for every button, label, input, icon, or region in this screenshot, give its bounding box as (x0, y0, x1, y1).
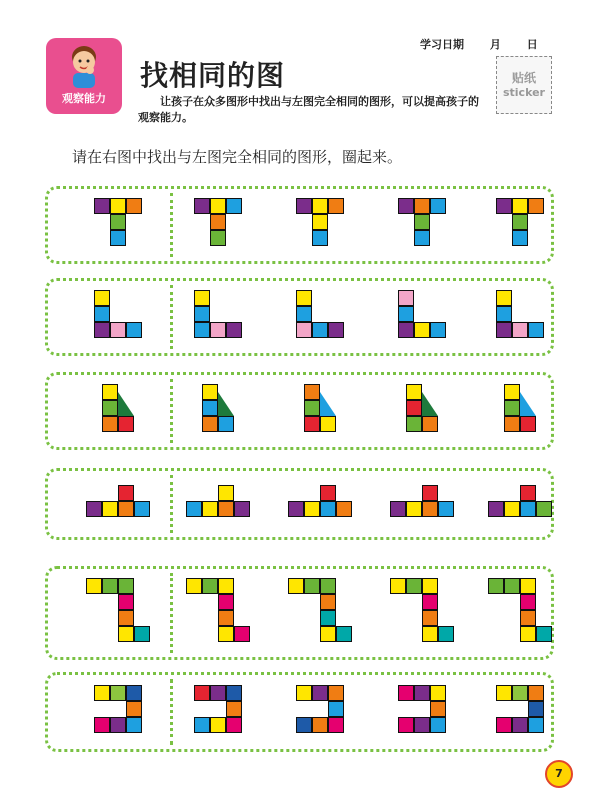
color-block (126, 685, 142, 701)
color-block (390, 501, 406, 517)
candidate-figure[interactable] (288, 485, 352, 517)
instruction: 请在右图中找出与左图完全相同的图形，圈起来。 (72, 148, 403, 166)
color-block (94, 717, 110, 733)
color-block (504, 384, 520, 400)
color-block (186, 578, 202, 594)
candidate-figure[interactable] (288, 578, 352, 642)
color-block (288, 578, 304, 594)
color-block (194, 198, 210, 214)
color-block (422, 594, 438, 610)
color-block (430, 685, 446, 701)
color-block (202, 416, 218, 432)
reference-figure (86, 578, 150, 642)
color-block (488, 501, 504, 517)
color-block (304, 384, 320, 400)
color-block (320, 501, 336, 517)
color-block (102, 416, 118, 432)
candidate-figure[interactable] (296, 198, 344, 246)
color-block (94, 306, 110, 322)
color-block (520, 416, 536, 432)
color-block (520, 392, 536, 416)
color-block (398, 306, 414, 322)
color-block (102, 384, 118, 400)
color-block (504, 501, 520, 517)
row-divider (170, 379, 173, 443)
reference-figure (86, 485, 150, 517)
color-block (94, 322, 110, 338)
color-block (414, 198, 430, 214)
color-block (414, 685, 430, 701)
color-block (406, 578, 422, 594)
puzzle-row (45, 566, 554, 660)
color-block (126, 701, 142, 717)
sticker-label-cn: 贴纸 (511, 71, 536, 85)
color-block (512, 230, 528, 246)
color-block (118, 610, 134, 626)
color-block (512, 198, 528, 214)
color-block (218, 501, 234, 517)
color-block (320, 626, 336, 642)
color-block (422, 610, 438, 626)
color-block (414, 230, 430, 246)
row-divider (170, 193, 173, 257)
color-block (328, 198, 344, 214)
color-block (304, 400, 320, 416)
color-block (406, 416, 422, 432)
color-block (528, 701, 544, 717)
color-block (110, 322, 126, 338)
color-block (210, 230, 226, 246)
reference-figure (102, 384, 134, 432)
color-block (118, 626, 134, 642)
puzzle-row (45, 186, 554, 264)
candidate-figure[interactable] (202, 384, 234, 432)
row-divider (170, 573, 173, 653)
candidate-figure[interactable] (488, 485, 552, 517)
color-block (520, 610, 536, 626)
color-block (110, 198, 126, 214)
puzzle-row (45, 372, 554, 450)
color-block (336, 626, 352, 642)
color-block (126, 717, 142, 733)
color-block (94, 290, 110, 306)
color-block (320, 485, 336, 501)
color-block (312, 685, 328, 701)
candidate-figure[interactable] (296, 290, 344, 338)
color-block (202, 400, 218, 416)
color-block (218, 594, 234, 610)
candidate-figure[interactable] (194, 290, 242, 338)
color-block (304, 416, 320, 432)
color-block (406, 501, 422, 517)
color-block (422, 501, 438, 517)
color-block (422, 485, 438, 501)
color-block (134, 626, 150, 642)
candidate-figure[interactable] (496, 685, 544, 733)
color-block (520, 501, 536, 517)
page-number: 7 (545, 760, 573, 788)
description: 让孩子在众多图形中找出与左图完全相同的图形，可以提高孩子的观察能力。 (138, 95, 479, 124)
sticker-label-en: sticker (502, 86, 545, 99)
candidate-figure[interactable] (504, 384, 536, 432)
color-block (406, 384, 422, 400)
color-block (312, 322, 328, 338)
color-block (320, 416, 336, 432)
color-block (414, 717, 430, 733)
color-block (504, 578, 520, 594)
study-date-label: 学习日期 (420, 38, 464, 51)
color-block (226, 198, 242, 214)
color-block (430, 198, 446, 214)
color-block (126, 322, 142, 338)
sticker-slot (496, 56, 552, 114)
color-block (210, 685, 226, 701)
color-block (504, 400, 520, 416)
color-block (118, 501, 134, 517)
color-block (414, 322, 430, 338)
month-label: 月 (489, 38, 501, 51)
color-block (218, 626, 234, 642)
color-block (194, 290, 210, 306)
color-block (520, 594, 536, 610)
color-block (422, 578, 438, 594)
color-block (438, 626, 454, 642)
color-block (186, 501, 202, 517)
color-block (414, 214, 430, 230)
color-block (194, 717, 210, 733)
color-block (210, 198, 226, 214)
color-block (210, 322, 226, 338)
color-block (218, 610, 234, 626)
color-block (438, 501, 454, 517)
color-block (430, 322, 446, 338)
color-block (520, 626, 536, 642)
color-block (118, 485, 134, 501)
color-block (202, 501, 218, 517)
color-block (512, 685, 528, 701)
candidate-figure[interactable] (488, 578, 552, 642)
color-block (312, 214, 328, 230)
color-block (496, 717, 512, 733)
color-block (304, 501, 320, 517)
row-divider (170, 475, 173, 533)
color-block (86, 501, 102, 517)
color-block (328, 685, 344, 701)
color-block (296, 685, 312, 701)
color-block (536, 501, 552, 517)
candidate-figure[interactable] (496, 198, 544, 246)
candidate-figure[interactable] (194, 685, 242, 733)
color-block (234, 626, 250, 642)
color-block (218, 485, 234, 501)
color-block (288, 501, 304, 517)
color-block (536, 626, 552, 642)
color-block (398, 290, 414, 306)
candidate-figure[interactable] (406, 384, 438, 432)
color-block (202, 578, 218, 594)
color-block (488, 578, 504, 594)
color-block (504, 416, 520, 432)
color-block (320, 578, 336, 594)
color-block (210, 717, 226, 733)
color-block (320, 610, 336, 626)
candidate-figure[interactable] (296, 685, 344, 733)
candidate-figure[interactable] (398, 685, 446, 733)
color-block (102, 400, 118, 416)
color-block (336, 501, 352, 517)
color-block (496, 198, 512, 214)
color-block (226, 717, 242, 733)
color-block (496, 290, 512, 306)
color-block (430, 717, 446, 733)
candidate-figure[interactable] (398, 290, 446, 338)
color-block (398, 717, 414, 733)
color-block (118, 578, 134, 594)
color-block (110, 230, 126, 246)
color-block (328, 717, 344, 733)
color-block (296, 198, 312, 214)
color-block (134, 501, 150, 517)
color-block (312, 717, 328, 733)
color-block (194, 322, 210, 338)
color-block (312, 198, 328, 214)
color-block (102, 578, 118, 594)
skill-badge (46, 38, 122, 114)
color-block (110, 214, 126, 230)
color-block (218, 416, 234, 432)
candidate-figure[interactable] (304, 384, 336, 432)
reference-figure (94, 290, 142, 338)
color-block (102, 501, 118, 517)
candidate-figure[interactable] (194, 198, 242, 246)
color-block (496, 685, 512, 701)
color-block (328, 701, 344, 717)
color-block (398, 322, 414, 338)
color-block (296, 290, 312, 306)
color-block (118, 392, 134, 416)
color-block (422, 626, 438, 642)
color-block (218, 578, 234, 594)
color-block (520, 578, 536, 594)
color-block (528, 198, 544, 214)
color-block (226, 322, 242, 338)
color-block (528, 322, 544, 338)
color-block (320, 594, 336, 610)
badge-label: 观察能力 (62, 92, 106, 105)
color-block (194, 306, 210, 322)
reference-figure (94, 685, 142, 733)
puzzle-row (45, 672, 554, 752)
candidate-figure[interactable] (496, 290, 544, 338)
color-block (110, 685, 126, 701)
color-block (94, 685, 110, 701)
color-block (390, 578, 406, 594)
color-block (312, 230, 328, 246)
puzzle-row (45, 468, 554, 540)
color-block (496, 306, 512, 322)
color-block (320, 392, 336, 416)
color-block (118, 594, 134, 610)
reference-figure (94, 198, 142, 246)
color-block (328, 322, 344, 338)
color-block (296, 322, 312, 338)
color-block (422, 392, 438, 416)
color-block (226, 685, 242, 701)
color-block (194, 685, 210, 701)
color-block (94, 198, 110, 214)
study-date (420, 36, 560, 52)
color-block (512, 214, 528, 230)
child-thinking-icon (67, 44, 101, 88)
candidate-figure[interactable] (390, 578, 454, 642)
color-block (202, 384, 218, 400)
candidate-figure[interactable] (398, 198, 446, 246)
color-block (110, 717, 126, 733)
color-block (218, 392, 234, 416)
color-block (398, 198, 414, 214)
color-block (512, 322, 528, 338)
color-block (234, 501, 250, 517)
color-block (528, 685, 544, 701)
color-block (304, 578, 320, 594)
color-block (528, 717, 544, 733)
color-block (430, 701, 446, 717)
candidate-figure[interactable] (186, 485, 250, 517)
day-label: 日 (526, 38, 538, 51)
color-block (512, 717, 528, 733)
row-divider (170, 679, 173, 745)
color-block (520, 485, 536, 501)
color-block (296, 717, 312, 733)
color-block (210, 214, 226, 230)
page-title: 找相同的图 (140, 59, 286, 92)
candidate-figure[interactable] (390, 485, 454, 517)
color-block (496, 322, 512, 338)
row-divider (170, 285, 173, 349)
candidate-figure[interactable] (186, 578, 250, 642)
color-block (398, 685, 414, 701)
color-block (406, 400, 422, 416)
color-block (118, 416, 134, 432)
color-block (126, 198, 142, 214)
color-block (226, 701, 242, 717)
color-block (296, 306, 312, 322)
puzzle-row (45, 278, 554, 356)
color-block (86, 578, 102, 594)
color-block (422, 416, 438, 432)
